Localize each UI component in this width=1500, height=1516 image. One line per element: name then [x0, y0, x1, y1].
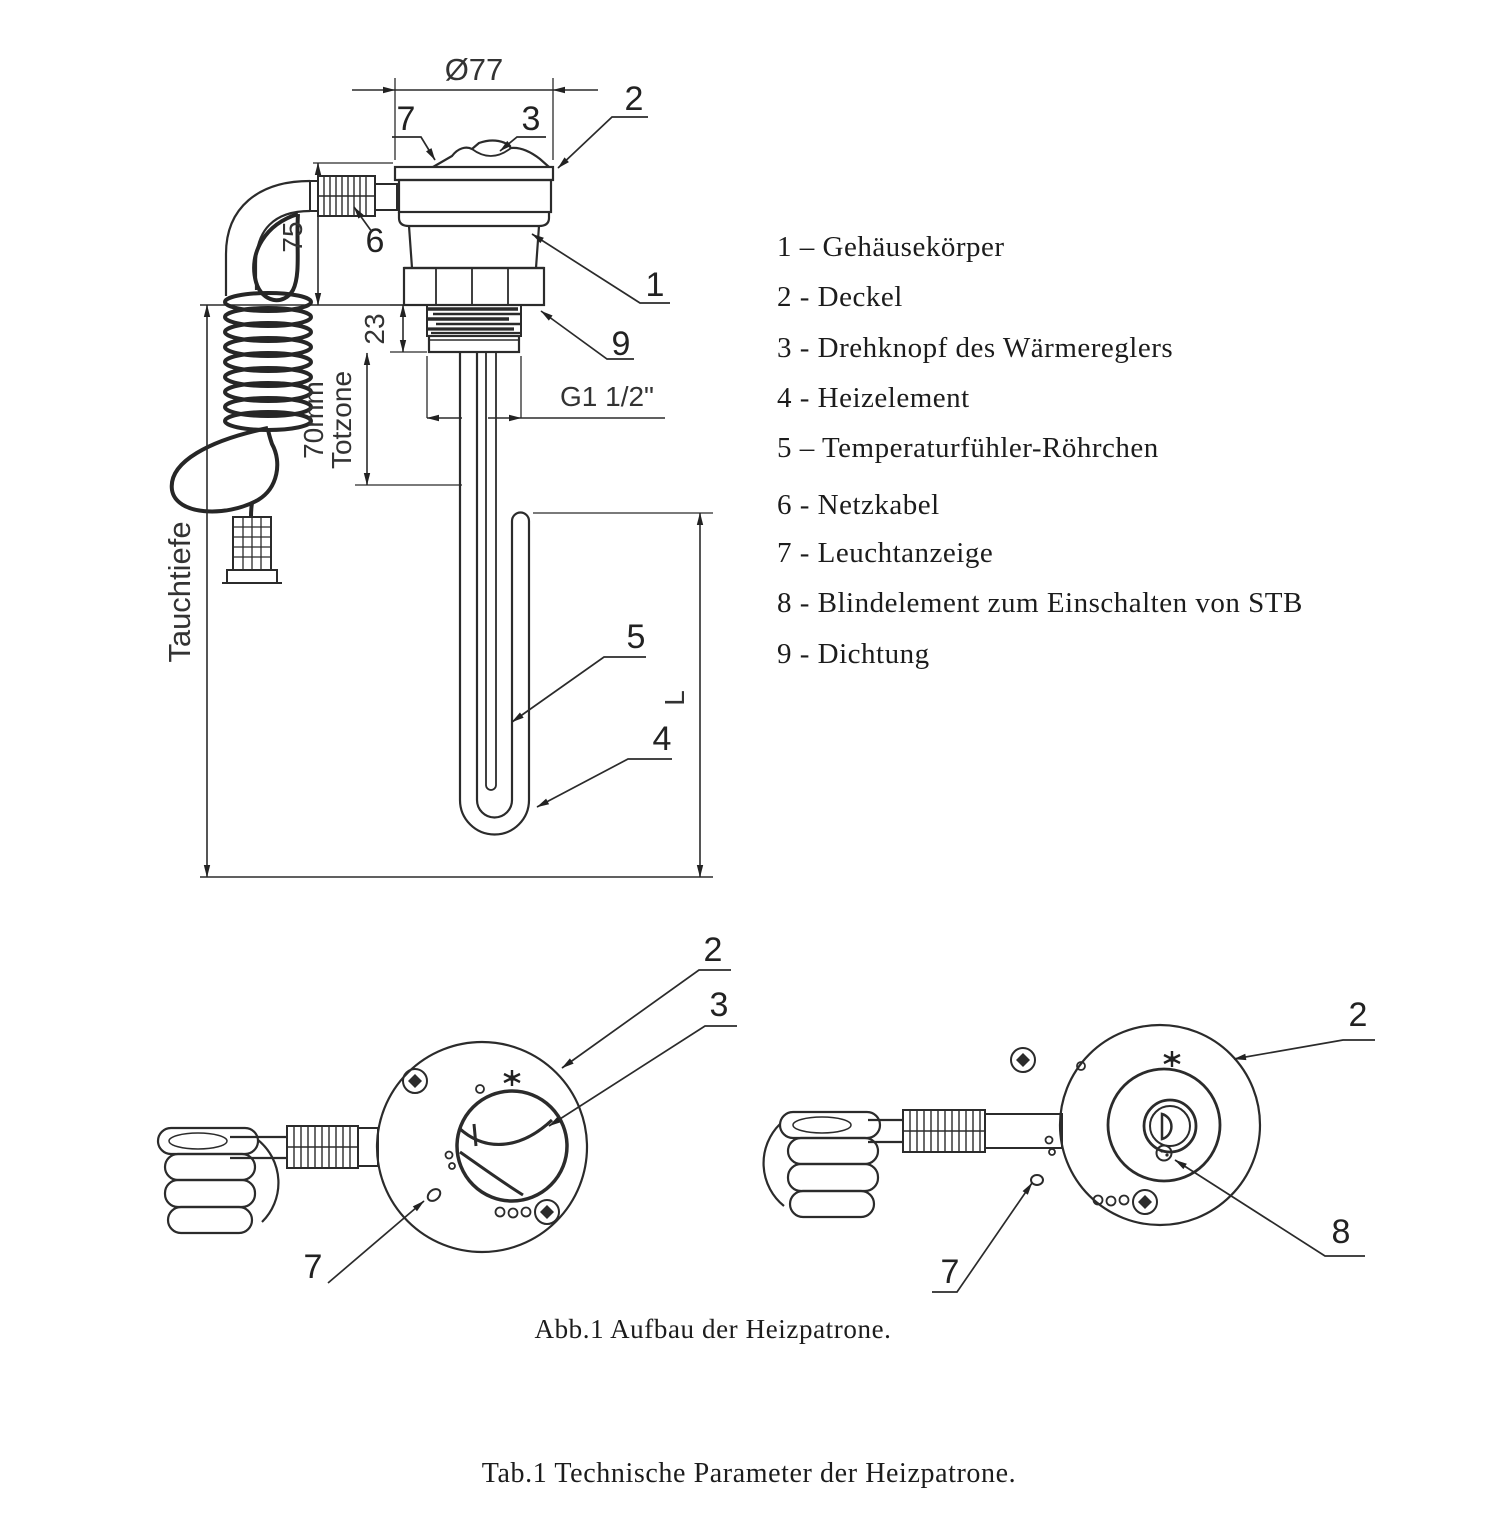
scale-mark-dot	[476, 1085, 484, 1093]
dim-element-length-label: L	[659, 690, 690, 706]
scale-mark-double-dot-2	[1046, 1137, 1056, 1156]
callout-4-main: 4	[652, 720, 672, 758]
legend-item-6: 6 - Netzkabel	[777, 489, 940, 521]
dim-thread-length-label: 23	[359, 313, 390, 345]
figure-caption: Abb.1 Aufbau der Heizpatrone.	[534, 1314, 892, 1344]
callout-7-left-view: 7	[303, 1248, 323, 1286]
screw-bottom-right	[535, 1200, 559, 1224]
knob-pointer	[474, 1124, 476, 1146]
callout-2-main: 2	[624, 80, 644, 118]
indicator-lamp-2	[1031, 1175, 1043, 1185]
cable-right-view	[764, 1110, 1062, 1217]
legend-item-5: 5 – Temperaturfühler-Röhrchen	[777, 432, 1159, 464]
legend-item-2: 2 - Deckel	[777, 281, 903, 313]
legend-item-8: 8 - Blindelement zum Einschalten von STB	[777, 587, 1303, 619]
scale-mark-triple-dot-2	[1094, 1196, 1129, 1206]
dim-head-height-label: 75	[277, 221, 308, 253]
callout-7-main: 7	[396, 100, 416, 138]
max-temp-symbol-2	[1164, 1051, 1180, 1067]
screw-bottom-right-2	[1133, 1190, 1157, 1214]
callout-2-left-view: 2	[703, 931, 723, 969]
knob-grip-lower	[460, 1152, 523, 1195]
gland-ring	[310, 181, 318, 211]
dim-thread-size-label: G1 1/2"	[560, 381, 654, 412]
dim-dead-zone-label: Totzone	[326, 370, 357, 470]
knob-profile	[433, 141, 549, 167]
indicator-lamp	[425, 1187, 442, 1204]
cable-to-plug	[251, 503, 252, 517]
table-caption: Tab.1 Technische Parameter der Heizpatrone.	[481, 1458, 1017, 1489]
max-temp-symbol	[504, 1070, 520, 1086]
callout-2-right-view: 2	[1348, 996, 1368, 1034]
legend-item-7: 7 - Leuchtanzeige	[777, 537, 994, 569]
callout-5-main: 5	[626, 618, 646, 656]
housing-body	[404, 226, 544, 268]
knob-grip-upper	[459, 1120, 552, 1144]
callout-1-main: 1	[645, 266, 665, 304]
callout-6-main: 6	[365, 222, 385, 260]
gland-connector	[375, 184, 397, 210]
scale-mark-triple-dot	[496, 1208, 531, 1218]
hex-nut-facets	[436, 268, 508, 305]
dimension-element-length	[200, 513, 713, 877]
callout-9-main: 9	[611, 325, 631, 363]
dimension-dead-zone	[298, 353, 462, 485]
legend-item-4: 4 - Heizelement	[777, 382, 970, 414]
thermostat-knob	[457, 1091, 567, 1201]
dimension-immersion-depth	[162, 305, 207, 877]
legend-item-1: 1 – Gehäusekörper	[777, 231, 1005, 263]
cable-left-view	[158, 1126, 378, 1233]
legend-item-3: 3 - Drehknopf des Wärmereglers	[777, 332, 1174, 364]
cap-top-band	[395, 167, 553, 180]
gland-ribs	[318, 177, 375, 215]
scale-mark-double-dot	[446, 1152, 456, 1170]
cap-shoulder	[399, 212, 549, 226]
screw-top-left-2	[1011, 1048, 1035, 1072]
legend	[777, 231, 1303, 670]
dimension-thread-length	[359, 305, 427, 352]
dimension-diameter	[352, 52, 598, 160]
cap-side	[399, 180, 551, 212]
heating-element	[460, 352, 529, 835]
callout-3-main: 3	[521, 100, 541, 138]
knob-facet-line	[472, 148, 511, 156]
screw-top-left	[403, 1069, 427, 1093]
bottom-view-knob-removed	[764, 996, 1375, 1292]
main-figure	[162, 52, 713, 877]
bottom-view-with-knob	[158, 931, 737, 1286]
element-right-leg	[512, 513, 529, 801]
dim-diameter-label: Ø77	[444, 52, 504, 87]
callout-7-right-view: 7	[940, 1253, 960, 1291]
spindle-boss-inner	[1150, 1106, 1190, 1146]
dimension-thread-size	[427, 356, 665, 418]
callout-3-left-view: 3	[709, 986, 729, 1024]
collar	[429, 336, 519, 352]
dim-dead-zone-value: 70mm	[298, 381, 329, 459]
spindle-d-shaft	[1162, 1114, 1171, 1139]
u-bend-inner	[477, 800, 512, 818]
spindle-boss-outer	[1144, 1100, 1196, 1152]
cable-loop-bottom	[172, 428, 278, 511]
thread-hatch	[428, 309, 521, 333]
hex-nut	[404, 268, 544, 305]
dim-immersion-depth-label: Tauchtiefe	[162, 521, 197, 663]
legend-item-9: 9 - Dichtung	[777, 638, 930, 670]
element-left-leg	[460, 352, 477, 800]
knob-recess	[1108, 1069, 1220, 1181]
plug	[222, 517, 282, 583]
callout-8-right-view: 8	[1331, 1213, 1351, 1251]
